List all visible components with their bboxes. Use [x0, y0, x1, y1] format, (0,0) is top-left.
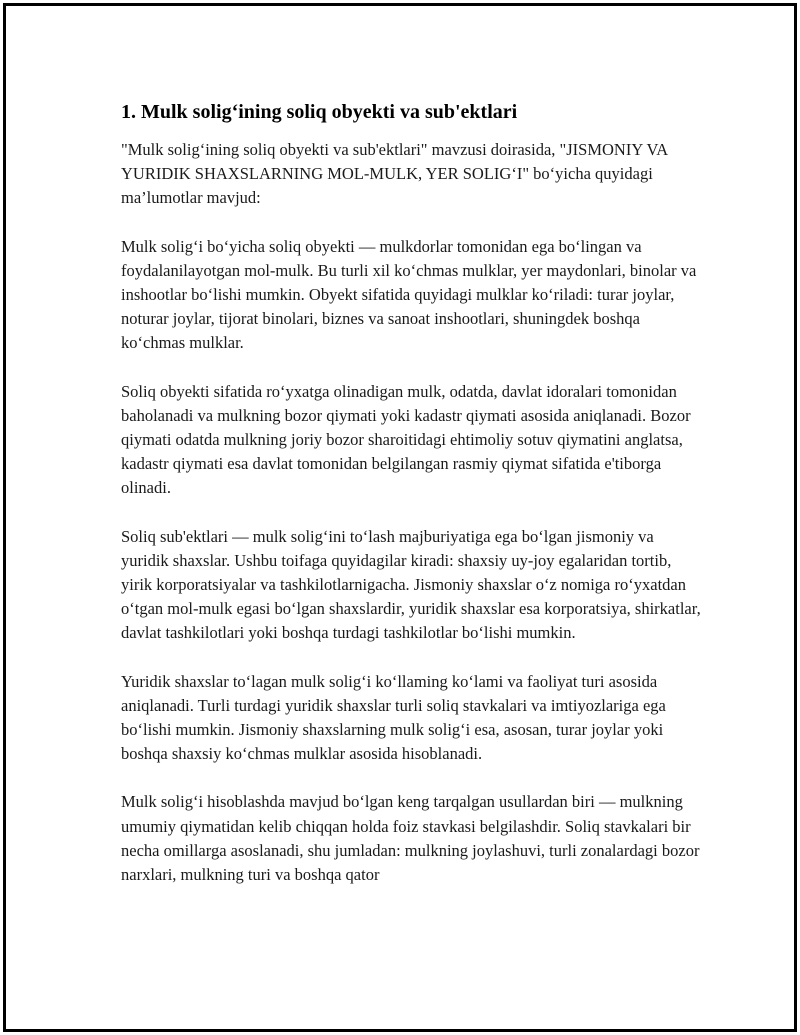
- intro-paragraph: "Mulk solig‘ining soliq obyekti va sub'ektlari" mavzusi doirasida, "JISMONIY VA YURIDIK SHAXSLARNING MOL-MULK, YER SOLIG‘I" bo‘yicha quyidagi ma’lumotlar mavjud:: [121, 140, 668, 208]
- legal-entities-paragraph: Yuridik shaxslar to‘lagan mulk solig‘i ko‘llaming ko‘lami va faoliyat turi asosida aniqlanadi. Turli turdagi yuridik shaxslar turli soliq stavkalari va imtiyozlariga ega bo‘lishi mumkin. Jismoniy shaxslarning mulk solig‘i esa, asosan, turar joylar yoki boshqa shaxsiy ko‘chmas mulklar asosida hisoblanadi.: [121, 671, 666, 764]
- tax-object-paragraph: Mulk solig‘i bo‘yicha soliq obyekti — mulkdorlar tomonidan ega bo‘lingan va foydalanilayotgan mol-mulk. Bu turli xil ko‘chmas mulklar, yer maydonlari, binolar va inshootlar bo‘lishi mumkin. Obyekt sifatida quyidagi mulklar ko‘riladi: turar joylar, noturar joylar, tijorat binolari, biznes va sanoat inshootlari, shuningdek boshqa ko‘chmas mulklar.: [121, 236, 697, 353]
- page-frame: [3, 3, 797, 1032]
- tax-subjects-paragraph: Soliq sub'ektlari — mulk solig‘ini to‘lash majburiyatiga ega bo‘lgan jismoniy va yuridik shaxslar. Ushbu toifaga quyidagilar kiradi: shaxsiy uy-joy egalaridan tortib, yirik korporatsiyalar va tashkilotlarnigacha. Jismoniy shaxslar o‘z nomiga ro‘yxatdan o‘tgan mol-mulk egasi bo‘lgan shaxslardir, yuridik shaxslar esa korporatsiya, shirkatlar, davlat tashkilotlari yoki boshqa turdagi tashkilotlar bo‘lishi mumkin.: [121, 526, 701, 643]
- document-body: [121, 98, 701, 911]
- section-heading: 1. Mulk solig‘ining soliq obyekti va sub'ektlari: [121, 101, 518, 123]
- valuation-paragraph: Soliq obyekti sifatida ro‘yxatga olinadigan mulk, odatda, davlat idoralari tomonidan baholanadi va mulkning bozor qiymati yoki kadastr qiymati asosida aniqlanadi. Bozor qiymati odatda mulkning joriy bozor sharoitidagi ehtimoliy sotuv qiymatini anglatsa, kadastr qiymati esa davlat tomonidan belgilangan rasmiy qiymat sifatida e'tiborga olinadi.: [121, 381, 691, 498]
- calculation-paragraph: Mulk solig‘i hisoblashda mavjud bo‘lgan keng tarqalgan usullardan biri — mulkning umumiy qiymatidan kelib chiqqan holda foiz stavkasi belgilashdir. Soliq stavkalari bir necha omillarga asoslanadi, shu jumladan: mulkning joylashuvi, turli zonalardagi bozor narxlari, mulkning turi va boshqa qator: [121, 792, 700, 885]
